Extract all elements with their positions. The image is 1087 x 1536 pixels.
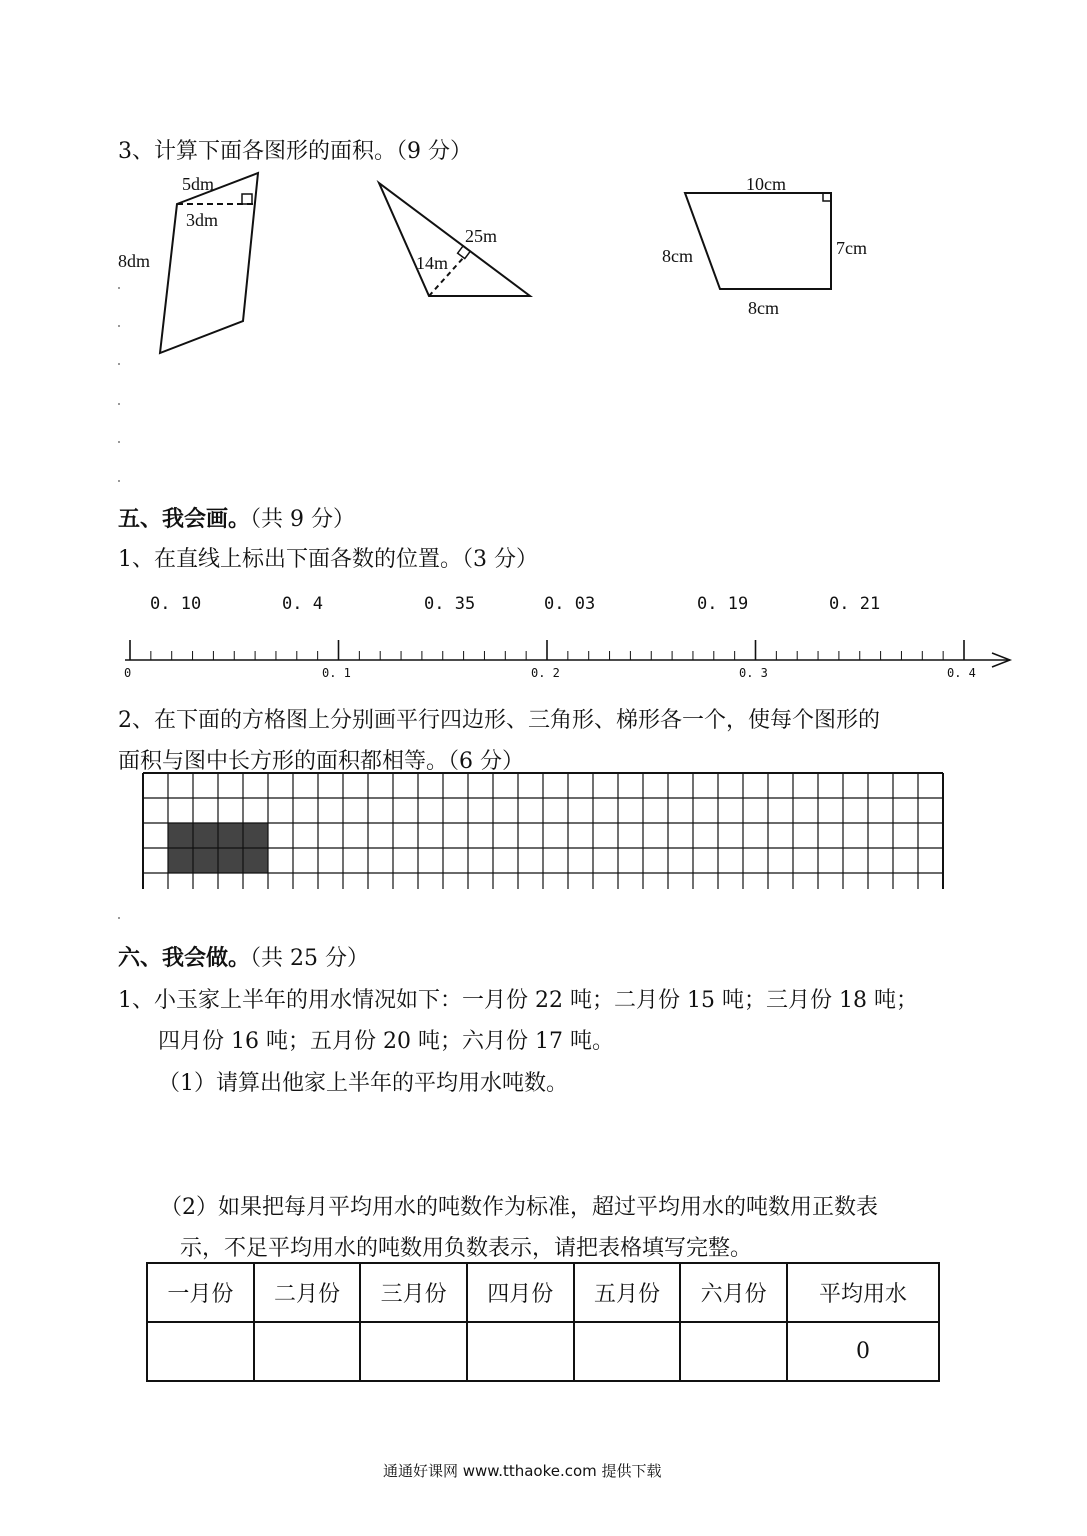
number-to-place: 0. 10 — [150, 594, 202, 614]
number-to-place: 0. 03 — [544, 594, 596, 614]
fig1-height-label: 3dm — [186, 210, 219, 230]
number-to-place: 0. 35 — [424, 594, 476, 614]
parallelogram-figure — [140, 165, 280, 365]
margin-mark — [118, 403, 120, 405]
tick-label: 0. 4 — [947, 666, 976, 680]
section5-q2-line2: 面积与图中长方形的面积都相等。（6 分） — [118, 749, 524, 774]
table-header-cell: 二月份 — [254, 1263, 361, 1322]
table-answer-cell[interactable] — [680, 1322, 787, 1381]
number-to-place: 0. 21 — [829, 594, 881, 614]
table-answer-cell[interactable] — [254, 1322, 361, 1381]
tick-label: 0. 3 — [739, 666, 768, 680]
table-header-cell: 六月份 — [680, 1263, 787, 1322]
table-answer-cell[interactable] — [360, 1322, 467, 1381]
section5-q1-text: 1、在直线上标出下面各数的位置。（3 分） — [118, 547, 538, 572]
margin-mark — [118, 441, 120, 443]
fig3-top-label: 10cm — [746, 174, 786, 194]
table-answer-cell[interactable] — [147, 1322, 254, 1381]
triangle-figure — [370, 175, 540, 305]
water-usage-table — [146, 1262, 940, 1382]
table-value-row — [147, 1322, 939, 1381]
page-footer: 通通好课网 www.tthaoke.com 提供下载 — [383, 1462, 662, 1480]
trapezoid-figure — [680, 185, 840, 295]
table-header-cell: 一月份 — [147, 1263, 254, 1322]
table-header-cell: 四月份 — [467, 1263, 574, 1322]
tick-label: 0. 1 — [322, 666, 351, 680]
table-answer-cell[interactable] — [574, 1322, 681, 1381]
table-header-cell: 平均用水 — [787, 1263, 939, 1322]
table-header-cell: 五月份 — [574, 1263, 681, 1322]
section6-q1-line2: 四月份 16 吨；五月份 20 吨；六月份 17 吨。 — [158, 1029, 614, 1054]
fig3-bottom-label: 8cm — [748, 298, 779, 318]
fig1-side-label: 8dm — [118, 251, 151, 271]
margin-mark — [118, 287, 120, 289]
section6-sub2-line2: 示，不足平均用水的吨数用负数表示，请把表格填写完整。 — [180, 1236, 753, 1261]
section6-title: 六、我会做。 — [118, 945, 251, 971]
margin-mark — [118, 325, 120, 327]
section5-q2-line1: 2、在下面的方格图上分别画平行四边形、三角形、梯形各一个，使每个图形的 — [118, 708, 880, 733]
table-answer-cell[interactable] — [467, 1322, 574, 1381]
section6-q1-line1: 1、小玉家上半年的用水情况如下：一月份 22 吨；二月份 15 吨；三月份 18 吨； — [118, 988, 918, 1013]
section5-points: （共 9 分） — [250, 507, 355, 532]
tick-label: 0 — [124, 666, 132, 680]
margin-mark — [118, 363, 120, 365]
fig1-top-label: 5dm — [182, 174, 215, 194]
number-to-place: 0. 4 — [282, 594, 323, 614]
margin-mark — [118, 917, 120, 919]
section6-heading — [118, 941, 369, 972]
section6-sub1: （1）请算出他家上半年的平均用水吨数。 — [158, 1071, 568, 1096]
table-header-row — [147, 1263, 939, 1322]
number-to-place: 0. 19 — [697, 594, 749, 614]
table-answer-cell: 0 — [787, 1322, 939, 1381]
table-header-cell: 三月份 — [360, 1263, 467, 1322]
margin-mark — [118, 480, 120, 482]
number-line — [120, 630, 1020, 670]
fig3-left-label: 8cm — [662, 246, 693, 266]
section5-title: 五、我会画。 — [118, 506, 251, 532]
q3-title: 3、计算下面各图形的面积。（9 分） — [118, 139, 472, 164]
section6-points: （共 25 分） — [250, 946, 369, 971]
fig2-side-label: 25m — [465, 226, 498, 246]
tick-label: 0. 2 — [531, 666, 560, 680]
square-grid[interactable] — [142, 772, 946, 889]
section5-heading — [118, 502, 355, 533]
fig3-right-label: 7cm — [836, 238, 867, 258]
fig2-height-label: 14m — [416, 253, 449, 273]
section6-sub2-line1: （2）如果把每月平均用水的吨数作为标准，超过平均用水的吨数用正数表 — [160, 1195, 878, 1220]
